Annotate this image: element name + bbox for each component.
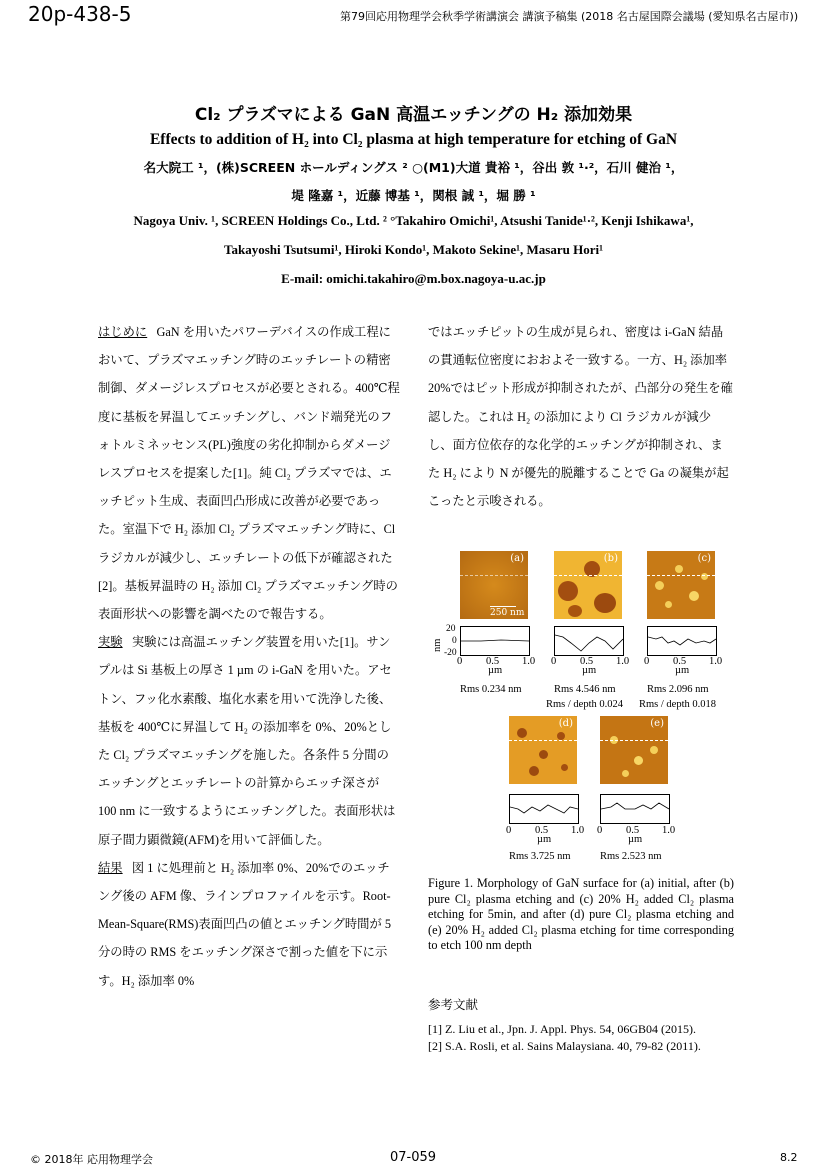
profile-e bbox=[600, 794, 670, 824]
afm-image-a bbox=[460, 551, 528, 619]
figure-caption: Figure 1. Morphology of GaN surface for (a) initial, after (b) pure Cl₂ plasma etching and (c) 20% H₂ added Cl₂ plasma etching for 5min, and after (d) pure Cl₂ plasma etching and (e) 20% H₂ added Cl₂ plasma etching for time corresponding to etch 100 nm depth bbox=[428, 876, 734, 952]
afm-image-d bbox=[509, 716, 577, 784]
figure-1 bbox=[432, 548, 740, 868]
panel-label-d: (d) bbox=[558, 718, 573, 729]
scale-bar-label: 250 nm bbox=[490, 608, 525, 618]
rms-a: Rms 0.234 nm bbox=[460, 684, 522, 695]
xtick-a-0: 0 bbox=[457, 656, 463, 667]
footer-page-number: 07-059 bbox=[390, 1150, 437, 1165]
y-tick-mid: 0 bbox=[452, 636, 457, 646]
xtick-c-0: 0 bbox=[644, 656, 650, 667]
xtick-c-2: 1.0 bbox=[709, 656, 723, 667]
profile-d bbox=[509, 794, 579, 824]
xtick-b-0: 0 bbox=[551, 656, 557, 667]
xtick-b-2: 1.0 bbox=[616, 656, 630, 667]
author-email: E-mail: omichi.takahiro@m.box.nagoya-u.ac.jp bbox=[281, 271, 546, 286]
profile-y-label: nm bbox=[432, 638, 443, 652]
xtick-e-2: 1.0 bbox=[662, 825, 676, 836]
title-japanese: Cl₂ プラズマによる GaN 高温エッチングの H₂ 添加効果 bbox=[194, 105, 633, 125]
xtick-a-1: 0.5 bbox=[486, 656, 500, 667]
results-text: 図 1 に処理前と H₂ 添加率 0%、20%でのエッチング後の AFM 像、ラインプロファイルを示す。Root-Mean-Square(RMS)表面凹凸の値とエッチング時間が 5 分の時の RMS をエッチング深さで割った値を下に示す。H₂ 添加率 0% bbox=[98, 860, 391, 988]
xtick-b-1: 0.5 bbox=[580, 656, 594, 667]
profile-c bbox=[647, 626, 717, 656]
rms-c: Rms 2.096 nm bbox=[647, 684, 709, 695]
rms-b: Rms 4.546 nm bbox=[554, 684, 616, 695]
results-heading: 結果 bbox=[98, 860, 123, 875]
intro-heading: はじめに bbox=[98, 325, 148, 339]
y-tick-bottom: -20 bbox=[444, 648, 457, 658]
xtick-d-0: 0 bbox=[506, 825, 512, 836]
title-english: Effects to addition of H₂ into Cl₂ plasma at high temperature for etching of GaN bbox=[149, 131, 678, 148]
authors-en-line2: Takayoshi Tsutsumi¹, Hiroki Kondo¹, Makoto Sekine¹, Masaru Hori¹ bbox=[224, 242, 603, 257]
xtick-d-1: 0.5 bbox=[535, 825, 549, 836]
xtick-a-2: 1.0 bbox=[522, 656, 536, 667]
panel-label-e: (e) bbox=[650, 718, 664, 729]
afm-image-c bbox=[647, 551, 715, 619]
panel-label-a: (a) bbox=[510, 553, 524, 564]
xtick-e-1: 0.5 bbox=[626, 825, 640, 836]
xunit-b: µm bbox=[582, 665, 597, 676]
xtick-d-2: 1.0 bbox=[571, 825, 585, 836]
xtick-c-1: 0.5 bbox=[673, 656, 687, 667]
experiment-heading: 実験 bbox=[98, 635, 123, 650]
right-column-text: ではエッチピットの生成が見られ、密度は i-GaN 結晶の貫通転位密度におおよそ一致する。一方、H₂ 添加率 20%ではピット形成が抑制されたが、凸部分の発生を確認した。これは H₂ の添加により Cl ラジカルが減少し、面方位依存的な化学的エッチングが抑制され、また H₂ により N が優先的脱離することで Ga の凝集が起こったと示唆される。 bbox=[428, 325, 733, 509]
profile-b bbox=[554, 626, 624, 656]
references bbox=[428, 996, 701, 1055]
xunit-c: µm bbox=[675, 665, 690, 676]
authors-en-line1: Nagoya Univ. ¹, SCREEN Holdings Co., Ltd. ² °Takahiro Omichi¹, Atsushi Tanide¹·², Kenji Ishikawa¹, bbox=[133, 213, 694, 228]
paper-id: 20p-438-5 bbox=[28, 2, 132, 26]
footer-section: 8.2 bbox=[780, 1151, 798, 1164]
reference-item: [1] Z. Liu et al., Jpn. J. Appl. Phys. 54, 06GB04 (2015). bbox=[428, 1022, 696, 1036]
xtick-e-0: 0 bbox=[597, 825, 603, 836]
conference-name: 第79回応用物理学会秋季学術講演会 講演予稿集 (2018 名古屋国際会議場 (愛知県名古屋市)) bbox=[340, 10, 799, 23]
xunit-e: µm bbox=[628, 834, 643, 845]
panel-label-b: (b) bbox=[603, 553, 618, 564]
rms-e: Rms 2.523 nm bbox=[600, 851, 662, 862]
rms-depth-c: Rms / depth 0.018 bbox=[639, 699, 717, 710]
xunit-d: µm bbox=[537, 834, 552, 845]
footer-copyright: © 2018年 応用物理学会 bbox=[30, 1153, 153, 1166]
y-tick-top: 20 bbox=[446, 624, 456, 634]
experiment-text: 実験には高温エッチング装置を用いた[1]。サンプルは Si 基板上の厚さ 1 µm の i-GaN を用いた。アセトン、フッ化水素酸、塩化水素を用いて洗浄した後、基板を 400℃に昇温して H₂ の添加率を 0%、20%とした Cl₂ プラズマエッチングを施した。各条件 5 分間のエッチングとエッチレートの計算からエッチ深さが 100 nm に一致するようにエッチングした。表面形状は原子間力顕微鏡(AFM)を用いて評価した。 bbox=[98, 635, 396, 847]
panel-label-c: (c) bbox=[697, 553, 711, 564]
intro-text: GaN を用いたパワーデバイスの作成工程において、プラズマエッチング時のエッチレートの精密制御、ダメージレスプロセスが必要とされる。400℃程度に基板を昇温してエッチングし、バンド端発光のフォトルミネッセンス(PL)強度の劣化抑制からダメージレスプロセスを提案した[1]。純 Cl₂ プラズマでは、エッチピット生成、表面凹凸形成に改善が必要であった。室温下で H₂ 添加 Cl₂ プラズマエッチング時に、Cl ラジカルが減少し、エッチレートの低下が確認された[2]。基板昇温時の H₂ 添加 Cl₂ プラズマエッチング時の表面形状への影響を調べたので報告する。 bbox=[98, 325, 400, 622]
rms-depth-b: Rms / depth 0.024 bbox=[546, 699, 624, 710]
afm-image-e bbox=[600, 716, 668, 784]
afm-image-b bbox=[554, 551, 622, 619]
scale-bar bbox=[490, 606, 516, 607]
rms-d: Rms 3.725 nm bbox=[509, 851, 571, 862]
authors-jp-line2: 堤 隆嘉 ¹，近藤 博基 ¹，関根 誠 ¹，堀 勝 ¹ bbox=[291, 188, 536, 203]
reference-item: [2] S.A. Rosli, et al. Sains Malaysiana. 40, 79-82 (2011). bbox=[428, 1039, 701, 1053]
references-heading: 参考文献 bbox=[428, 997, 479, 1012]
profile-a bbox=[460, 626, 530, 656]
left-column bbox=[98, 318, 400, 995]
xunit-a: µm bbox=[488, 665, 503, 676]
authors-jp-line1: 名大院工 ¹，(株)SCREEN ホールディングス ² ○(M1)大道 貴裕 ¹，谷出 敦 ¹·²，石川 健治 ¹， bbox=[143, 160, 684, 175]
